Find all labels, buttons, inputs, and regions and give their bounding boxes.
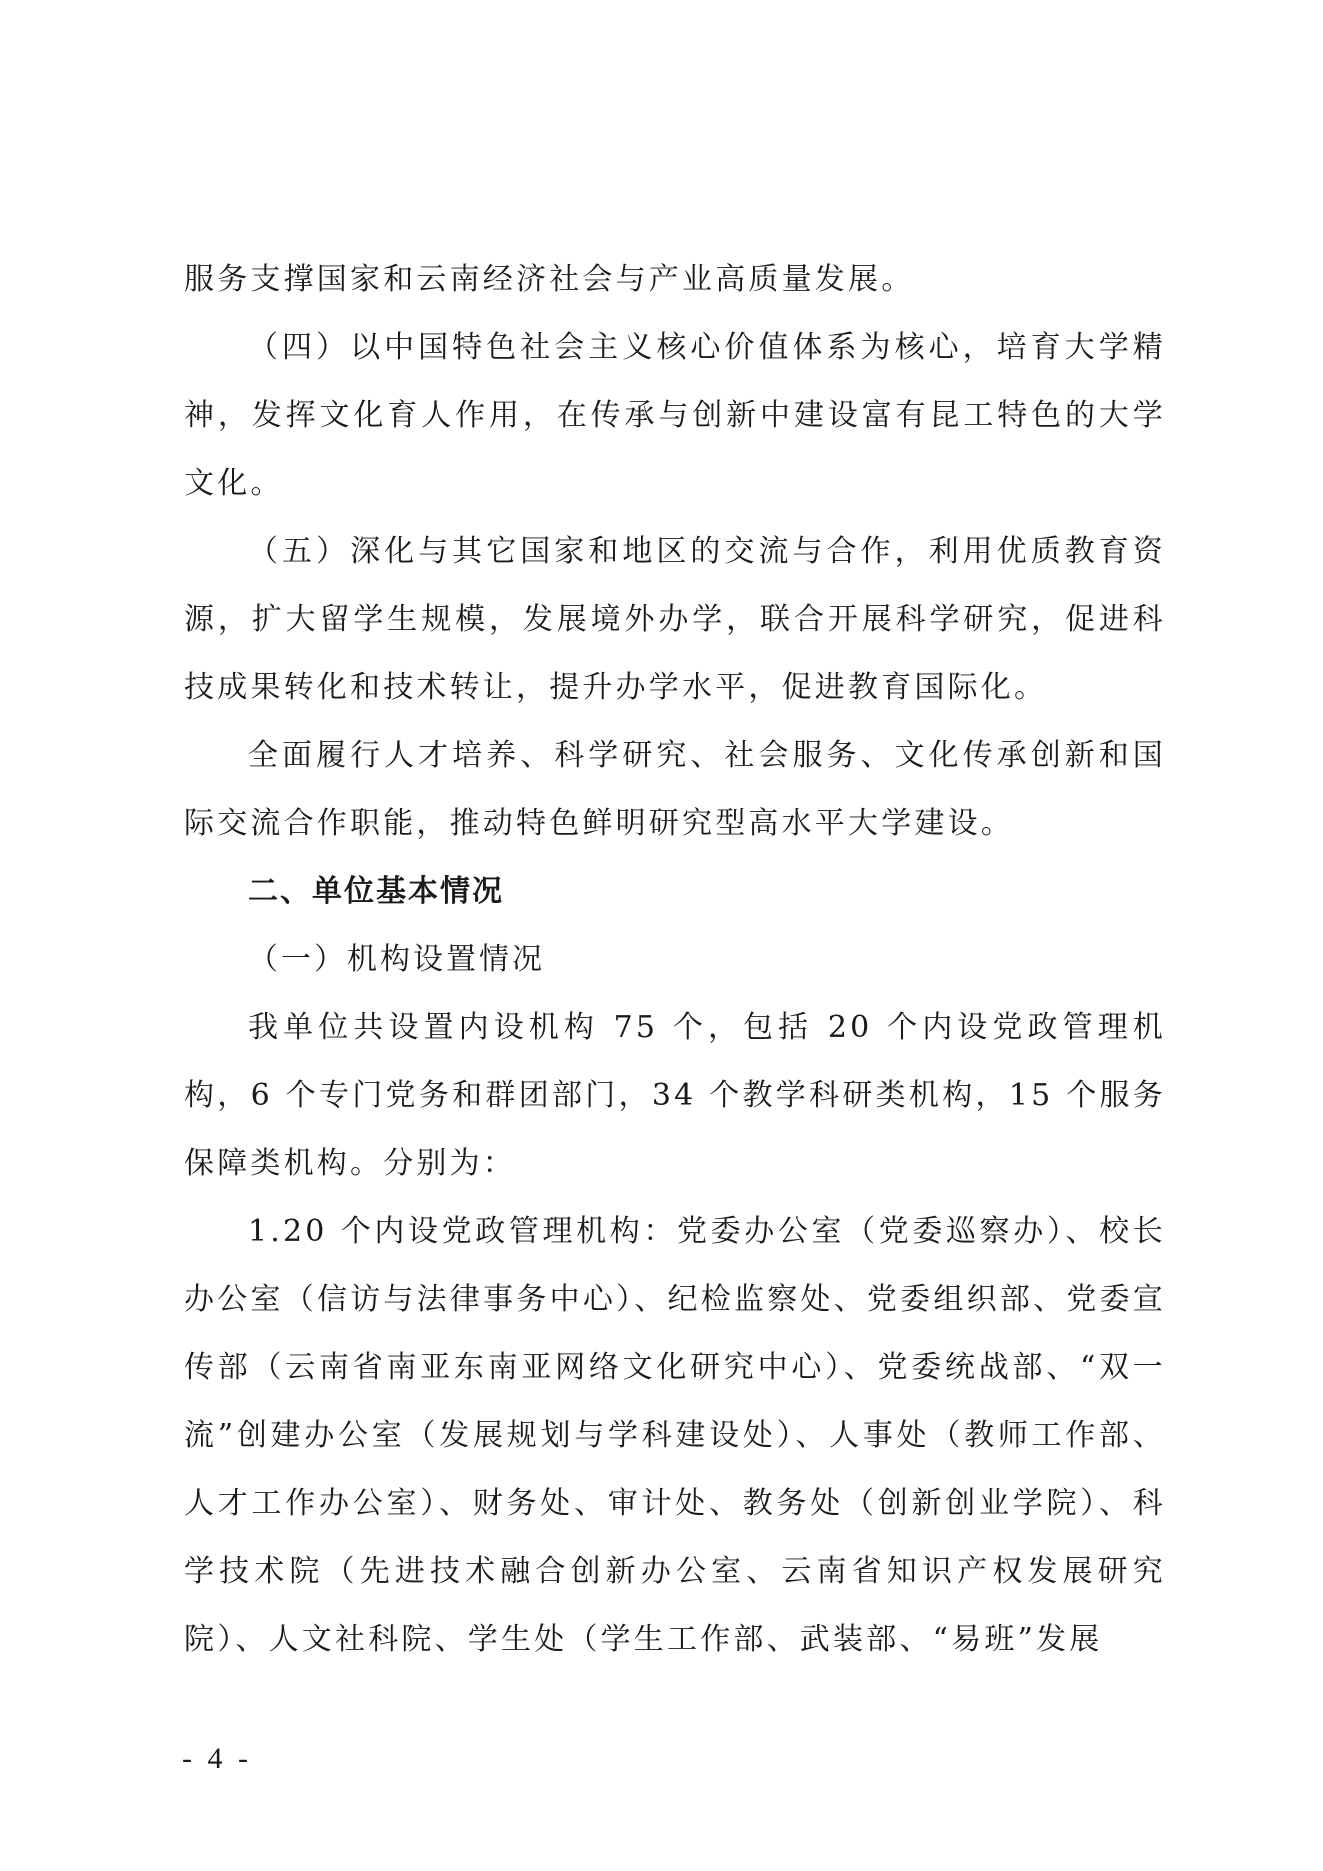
page-number: - 4 - [182,1742,252,1775]
document-body [184,246,1166,1674]
paragraph-4: 全面履行人才培养、科学研究、社会服务、文化传承创新和国际交流合作职能，推动特色鲜明研究型高水平大学建设。 [184,738,1166,841]
section-heading: 二、单位基本情况 [248,874,504,909]
paragraph-2: （四）以中国特色社会主义核心价值体系为核心，培育大学精神，发挥文化育人作用，在传承与创新中建设富有昆工特色的大学文化。 [184,330,1166,501]
paragraph-5: 我单位共设置内设机构 75 个，包括 20 个内设党政管理机构，6 个专门党务和群团部门，34 个教学科研类机构，15 个服务保障类机构。分别为： [184,1010,1166,1181]
sub-heading: （一）机构设置情况 [248,942,545,977]
paragraph-6: 1.20 个内设党政管理机构：党委办公室（党委巡察办）、校长办公室（信访与法律事务中心）、纪检监察处、党委组织部、党委宣传部（云南省南亚东南亚网络文化研究中心）、党委统战部、“双一流”创建办公室（发展规划与学科建设处）、人事处（教师工作部、人才工作办公室）、财务处、审计处、教务处（创新创业学院）、科学技术院（先进技术融合创新办公室、云南省知识产权发展研究院）、人文社科院、学生处（学生工作部、武装部、“易班”发展 [184,1214,1166,1657]
paragraph-1: 服务支撑国家和云南经济社会与产业高质量发展。 [184,262,915,297]
paragraph-3: （五）深化与其它国家和地区的交流与合作，利用优质教育资源，扩大留学生规模，发展境外办学，联合开展科学研究，促进科技成果转化和技术转让，提升办学水平，促进教育国际化。 [184,534,1166,705]
